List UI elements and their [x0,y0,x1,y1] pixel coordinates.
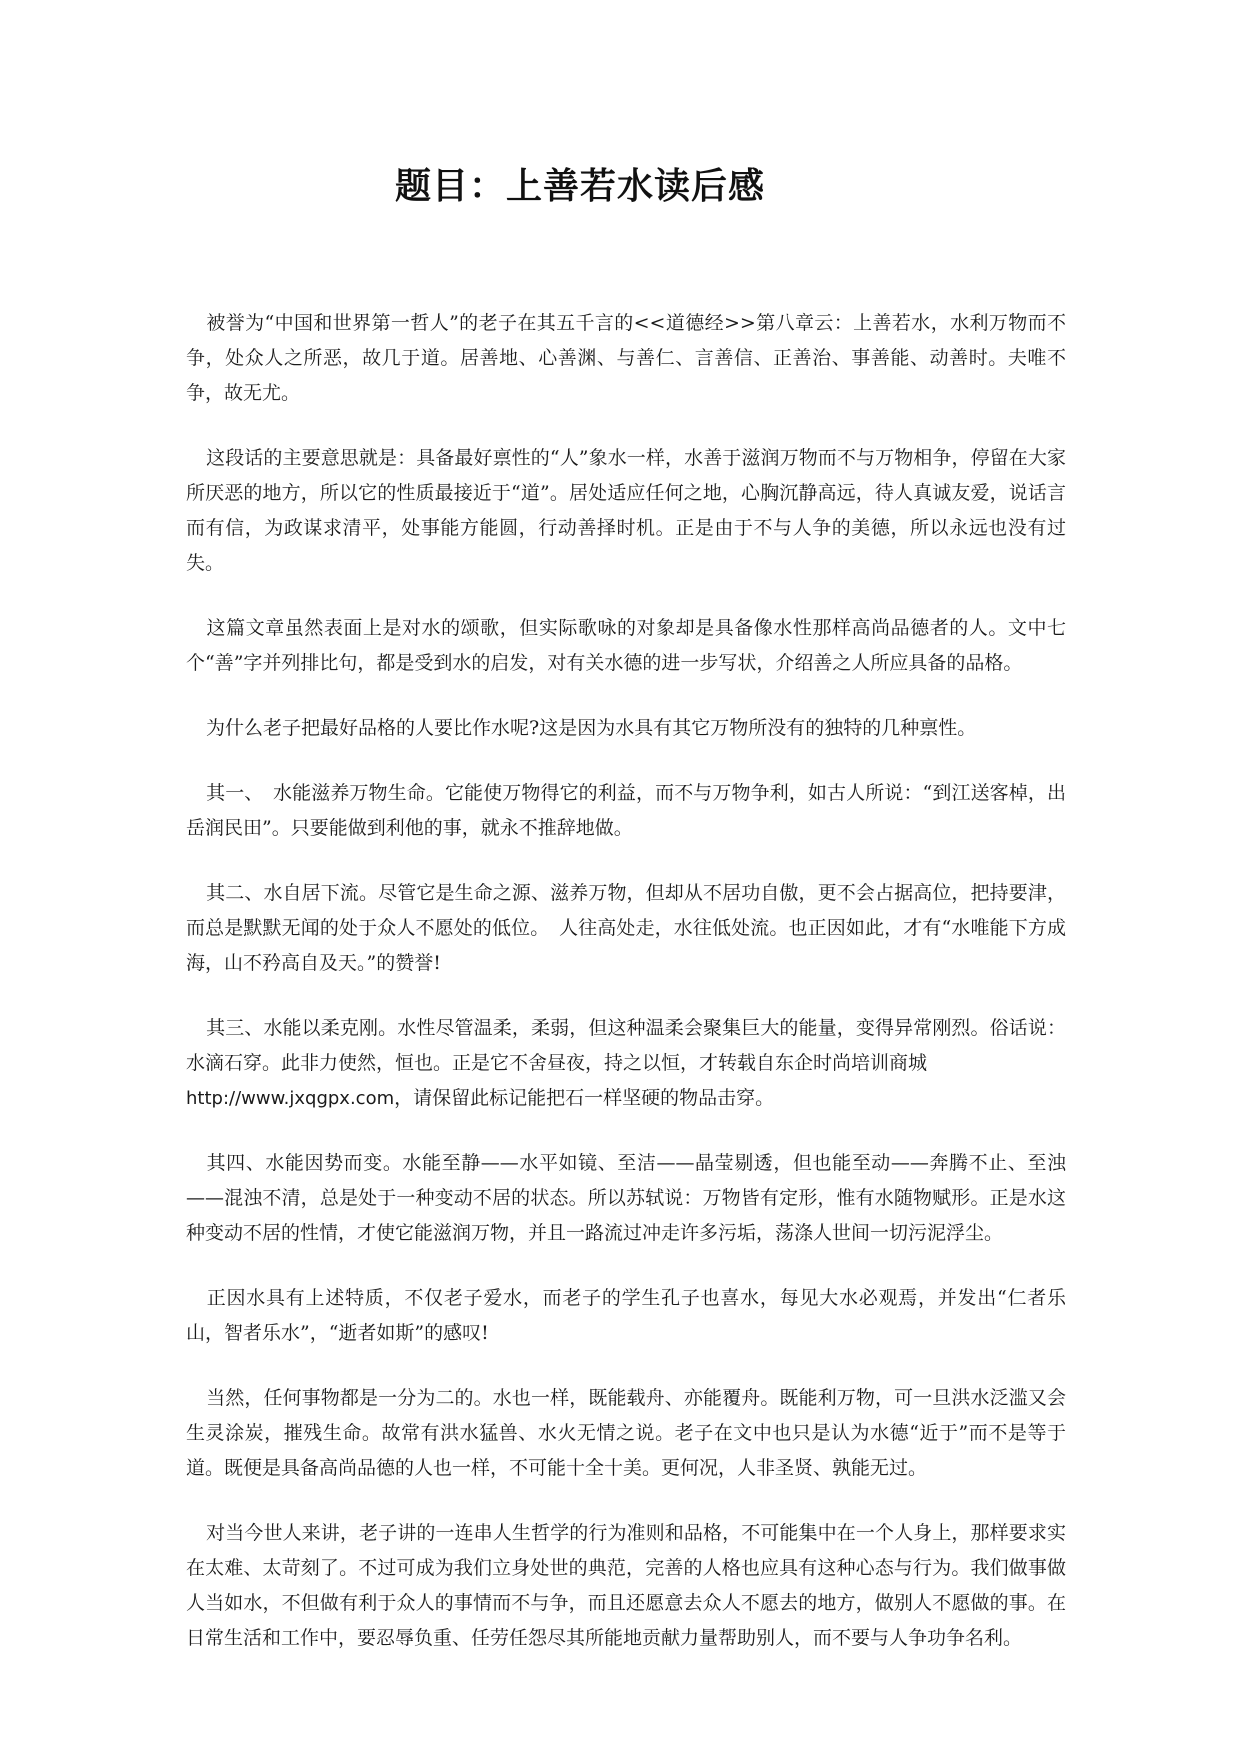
paragraph-7 [186,1011,1066,1116]
paragraph-5-text: 其一、 水能滋养万物生命。它能使万物得它的利益，而不与万物争利，如古人所说：“到江送客棹，出岳润民田”。只要能做到利他的事，就永不推辞地做。 [186,782,1066,839]
paragraph-10-text: 当然，任何事物都是一分为二的。水也一样，既能载舟、亦能覆舟。既能利万物，可一旦洪水泛滥又会生灵涂炭，摧残生命。故常有洪水猛兽、水火无情之说。老子在文中也只是认为水德“近于”而不是等于道。既便是具备高尚品德的人也一样，不可能十全十美。更何况，人非圣贤、孰能无过。 [186,1387,1066,1479]
paragraph-8-text: 其四、水能因势而变。水能至静——水平如镜、至洁——晶莹剔透，但也能至动——奔腾不止、至浊——混浊不清，总是处于一种变动不居的状态。所以苏轼说：万物皆有定形，惟有水随物赋形。正是水这种变动不居的性情，才使它能滋润万物，并且一路流过冲走许多污垢，荡涤人世间一切污泥浮尘。 [186,1152,1066,1244]
paragraph-2 [186,441,1066,581]
paragraph-4 [186,711,1066,746]
paragraph-5 [186,776,1066,846]
document-body [186,306,1066,1686]
paragraph-1 [186,306,1066,411]
paragraph-10 [186,1381,1066,1486]
paragraph-2-text: 这段话的主要意思就是：具备最好禀性的“人”象水一样，水善于滋润万物而不与万物相争，停留在大家所厌恶的地方，所以它的性质最接近于“道”。居处适应任何之地，心胸沉静高远，待人真诚友爱，说话言而有信，为政谋求清平，处事能方能圆，行动善择时机。正是由于不与人争的美德，所以永远也没有过失。 [186,447,1066,574]
paragraph-6-text: 其二、水自居下流。尽管它是生命之源、滋养万物，但却从不居功自傲，更不会占据高位，把持要津，而总是默默无闻的处于众人不愿处的低位。 人往高处走，水往低处流。也正因如此，才有“水唯能下方成海，山不矜高自及天。”的赞誉! [186,882,1066,974]
paragraph-9-text: 正因水具有上述特质，不仅老子爱水，而老子的学生孔子也喜水，每见大水必观焉，并发出“仁者乐山，智者乐水”，“逝者如斯”的感叹! [186,1287,1066,1344]
paragraph-7-text: 其三、水能以柔克刚。水性尽管温柔，柔弱，但这种温柔会聚集巨大的能量，变得异常刚烈。俗话说：水滴石穿。此非力使然，恒也。正是它不舍昼夜，持之以恒，才转载自东企时尚培训商城 [186,1017,1066,1074]
source-url-link[interactable]: http://www.jxqgpx.com [186,1088,395,1109]
paragraph-3-text: 这篇文章虽然表面上是对水的颂歌，但实际歌咏的对象却是具备像水性那样高尚品德者的人。文中七个“善”字并列排比句，都是受到水的启发，对有关水德的进一步写状，介绍善之人所应具备的品格。 [186,617,1066,674]
paragraph-7-tail: ，请保留此标记能把石一样坚硬的物品击穿。 [394,1087,775,1109]
paragraph-1-text: 被誉为“中国和世界第一哲人”的老子在其五千言的<<道德经>>第八章云：上善若水，水利万物而不争，处众人之所恶，故几于道。居善地、心善渊、与善仁、言善信、正善治、事善能、动善时。夫唯不争，故无尤。 [186,312,1066,404]
paragraph-9 [186,1281,1066,1351]
paragraph-8 [186,1146,1066,1251]
paragraph-11-text: 对当今世人来讲，老子讲的一连串人生哲学的行为准则和品格，不可能集中在一个人身上，那样要求实在太难、太苛刻了。不过可成为我们立身处世的典范，完善的人格也应具有这种心态与行为。我们做事做人当如水，不但做有利于众人的事情而不与争，而且还愿意去众人不愿去的地方，做别人不愿做的事。在日常生活和工作中，要忍辱负重、任劳任怨尽其所能地贡献力量帮助别人，而不要与人争功争名利。 [186,1522,1066,1649]
paragraph-4-text: 为什么老子把最好品格的人要比作水呢?这是因为水具有其它万物所没有的独特的几种禀性。 [206,717,977,739]
paragraph-6 [186,876,1066,981]
paragraph-11 [186,1516,1066,1656]
document-title: 题目：上善若水读后感 [394,165,765,207]
paragraph-3 [186,611,1066,681]
